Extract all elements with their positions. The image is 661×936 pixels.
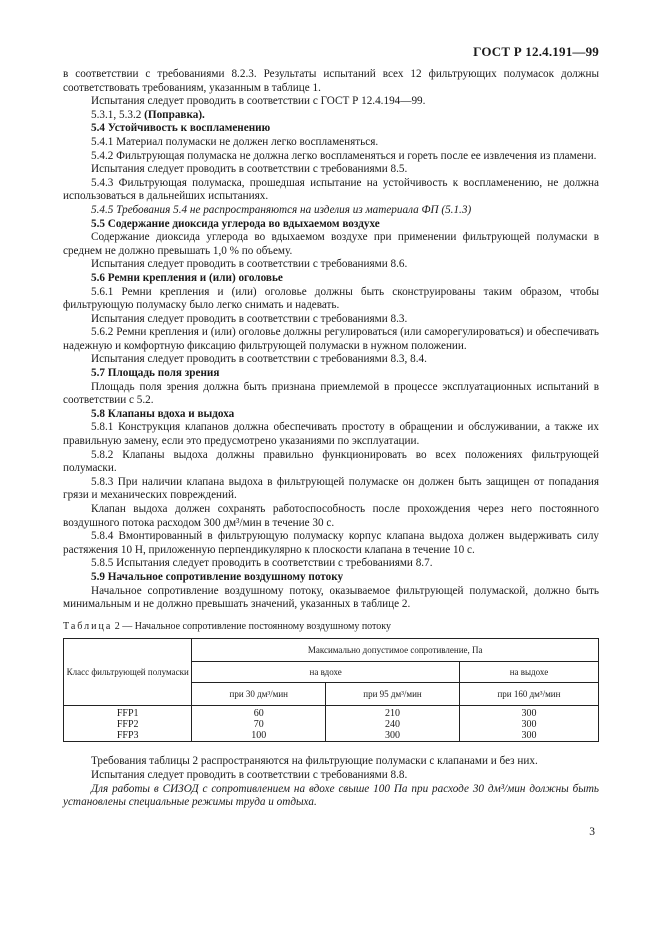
cell-class: FFP1 bbox=[64, 706, 192, 720]
col-exhale-header: на выдохе bbox=[459, 662, 598, 683]
paragraph: Испытания следует проводить в соответствии с требованиями 8.3. bbox=[91, 312, 408, 325]
section-heading: 5.9 Начальное сопротивление воздушному потоку bbox=[91, 570, 344, 583]
paragraph: Требования таблицы 2 распространяются на фильтрующие полумаски с клапанами и без них. bbox=[91, 755, 538, 768]
paragraph: Испытания следует проводить в соответствии с требованиями 8.3, 8.4. bbox=[91, 353, 427, 366]
italic-note: Для работы в СИЗОД с сопротивлением на вдохе свыше 100 Па при расходе 30 дм³/мин должны быть установлены специальные режимы труда и отдыха. bbox=[63, 782, 599, 809]
paragraph bbox=[63, 109, 599, 123]
col-flow-30: при 30 дм³/мин bbox=[192, 683, 326, 706]
table-caption-text: 2 — Начальное сопротивление постоянному воздушному потоку bbox=[114, 620, 392, 632]
paragraph: 5.8.4 Вмонтированный в фильтрующую полумаску корпус клапана выдоха должен выдерживать силу растяжения 10 Н, приложенную перпендикулярно к плоскости клапана в течение 10 с. bbox=[63, 530, 599, 556]
cell-value: 210 bbox=[326, 706, 460, 720]
document-header: ГОСТ Р 12.4.191—99 bbox=[473, 44, 599, 59]
section-heading: 5.5 Содержание диоксида углерода во вдыхаемом воздухе bbox=[91, 217, 380, 230]
cell-class: FFP3 bbox=[64, 730, 192, 742]
cell-value: 100 bbox=[192, 730, 326, 742]
cell-value: 70 bbox=[192, 719, 326, 730]
paragraph: 5.4.1 Материал полумаски не должен легко воспламеняться. bbox=[91, 135, 379, 148]
paragraph: 5.8.5 Испытания следует проводить в соответствии с требованиями 8.7. bbox=[91, 557, 433, 570]
amendment-note: (Поправка). bbox=[144, 108, 205, 121]
col-inhale-header: на вдохе bbox=[192, 662, 460, 683]
italic-note: 5.4.5 Требования 5.4 не распространяются на изделия из материала ФП (5.1.3) bbox=[91, 203, 472, 216]
section-heading: 5.6 Ремни крепления и (или) оголовье bbox=[91, 271, 283, 284]
table-row bbox=[64, 706, 599, 720]
table-row bbox=[64, 730, 599, 742]
cell-value: 240 bbox=[326, 719, 460, 730]
paragraph: 5.4.3 Фильтрующая полумаска, прошедшая испытание на устойчивость к воспламенению, не должна использоваться в дальнейших испытаниях. bbox=[63, 176, 599, 203]
document-body bbox=[63, 68, 599, 810]
table-caption bbox=[63, 620, 599, 634]
paragraph: Содержание диоксида углерода во вдыхаемом воздухе при применении фильтрующей полумаски в среднем не должно превышать 1,0 % по объему. bbox=[63, 231, 599, 257]
cell-value: 300 bbox=[459, 730, 598, 742]
paragraph: Испытания следует проводить в соответствии с требованиями 8.5. bbox=[91, 163, 408, 176]
paragraph: 5.8.3 При наличии клапана выдоха в фильтрующей полумаске он должен быть защищен от попадания грязи и механических повреждений. bbox=[63, 475, 599, 502]
paragraph: Испытания следует проводить в соответствии с требованиями 8.8. bbox=[91, 768, 408, 781]
paragraph: в соответствии с требованиями 8.2.3. Результаты испытаний всех 12 фильтрующих полумасок должны соответствовать требованиям, указанным в таблице 1. bbox=[63, 68, 599, 94]
paragraph: 5.8.1 Конструкция клапанов должна обеспечивать простоту в обращении и обслуживании, а также их правильную замену, если это предусмотрено указаниями по эксплуатации. bbox=[63, 421, 599, 448]
paragraph: Клапан выдоха должен сохранять работоспособность после прохождения через него постоянного воздушного потока расходом 300 дм³/мин в течение 30 с. bbox=[63, 503, 599, 529]
col-class-header: Класс фильтрующей полумаски bbox=[64, 639, 192, 706]
paragraph: Площадь поля зрения должна быть признана приемлемой в процессе эксплуатационных испытаний в соответствии с 5.2. bbox=[63, 380, 599, 407]
cell-value: 300 bbox=[459, 706, 598, 720]
page-number: 3 bbox=[589, 826, 595, 838]
paragraph: Испытания следует проводить в соответствии с требованиями 8.6. bbox=[91, 258, 408, 271]
cell-value: 60 bbox=[192, 706, 326, 720]
section-heading: 5.4 Устойчивость к воспламенению bbox=[91, 122, 271, 135]
clause-number: 5.3.1, 5.3.2 bbox=[91, 108, 142, 121]
section-heading: 5.8 Клапаны вдоха и выдоха bbox=[91, 407, 235, 420]
resistance-table bbox=[63, 638, 599, 742]
col-flow-95: при 95 дм³/мин bbox=[326, 683, 460, 706]
paragraph: 5.6.1 Ремни крепления и (или) оголовье должны быть сконструированы таким образом, чтобы фильтрующую полумаску было легко снимать и надевать. bbox=[63, 285, 599, 312]
table-row bbox=[64, 719, 599, 730]
paragraph: 5.4.2 Фильтрующая полумаска не должна легко воспламеняться и гореть после ее извлечения из пламени. bbox=[91, 149, 597, 162]
col-flow-160: при 160 дм³/мин bbox=[459, 683, 598, 706]
col-max-header: Максимально допустимое сопротивление, Па bbox=[192, 639, 599, 662]
paragraph: 5.6.2 Ремни крепления и (или) оголовье должны регулироваться (или саморегулироваться) и обеспечивать надежную и комфортную фиксацию фильтрующей полумаски в нужном положении. bbox=[63, 326, 599, 352]
cell-class: FFP2 bbox=[64, 719, 192, 730]
paragraph: Начальное сопротивление воздушному потоку, оказываемое фильтрующей полумаской, должно быть минимальным и не должно превышать значений, указанных в таблице 2. bbox=[63, 584, 599, 611]
section-heading: 5.7 Площадь поля зрения bbox=[91, 367, 220, 380]
paragraph: 5.8.2 Клапаны выдоха должны правильно функционировать во всех положениях фильтрующей полумаски. bbox=[63, 448, 599, 475]
table-caption-prefix: Таблица bbox=[63, 620, 113, 632]
cell-value: 300 bbox=[459, 719, 598, 730]
cell-value: 300 bbox=[326, 730, 460, 742]
paragraph: Испытания следует проводить в соответствии с ГОСТ Р 12.4.194—99. bbox=[91, 95, 426, 108]
